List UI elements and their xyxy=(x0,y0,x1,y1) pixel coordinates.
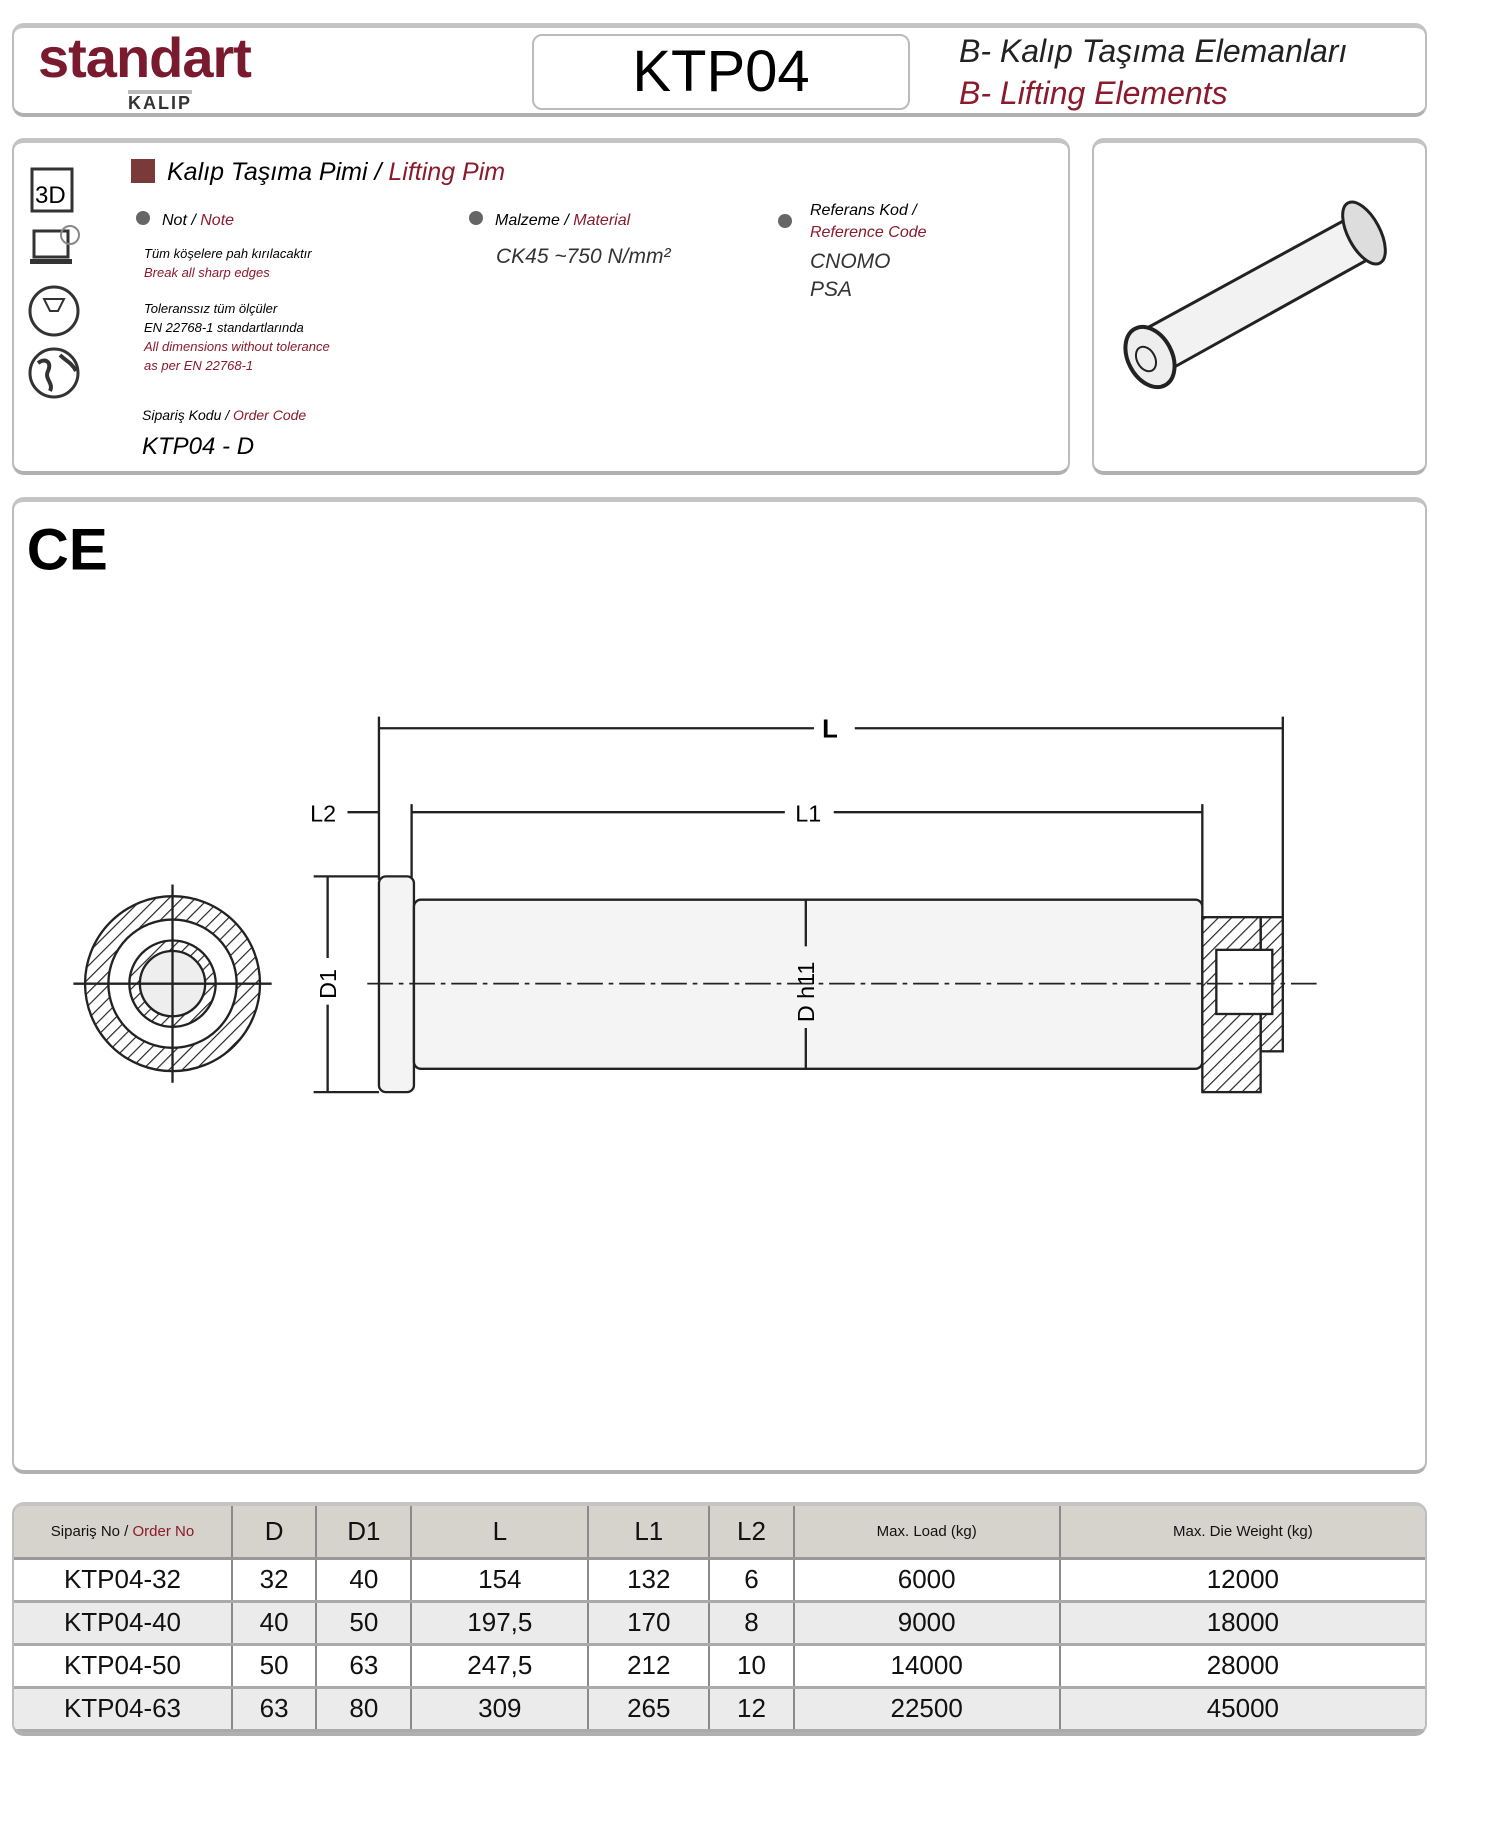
3d-icon xyxy=(32,169,72,211)
bullet-icon xyxy=(778,214,792,228)
bullet-icon xyxy=(469,211,483,225)
svg-text:3D: 3D xyxy=(35,182,66,209)
feature-icons xyxy=(26,163,86,403)
col-d1: D1 xyxy=(316,1506,411,1558)
table-row: KTP04-32 32 40 154 132 6 6000 12000 xyxy=(14,1558,1425,1601)
logo-subtext: KALIP xyxy=(128,90,192,112)
category-tr: B- Kalıp Taşıma Elemanları xyxy=(959,33,1348,69)
dim-L2: L2 xyxy=(310,800,337,827)
bullet-icon xyxy=(136,211,150,225)
col-l2: L2 xyxy=(709,1506,793,1558)
material-value: CK45 ~750 N/mm² xyxy=(496,245,671,268)
laptop-icon xyxy=(30,226,79,264)
technical-drawing xyxy=(14,502,1425,1470)
logo-text: standart xyxy=(38,26,251,89)
ce-mark: CE xyxy=(26,517,108,583)
dimensions-table xyxy=(12,1502,1427,1736)
notes: Tüm köşelere pah kırılacaktır Break all sharp edges Toleranssız tüm ölçüler EN 22768-1 standartlarında All dimensions without tolerance as per EN 22768-1 xyxy=(144,246,330,373)
category-en: B- Lifting Elements xyxy=(959,75,1228,111)
cnc-machine-icon xyxy=(30,287,78,335)
col-max-die-weight: Max. Die Weight (kg) xyxy=(1060,1506,1425,1558)
product-code: KTP04 xyxy=(632,39,810,104)
globe-icon xyxy=(30,349,78,397)
logo xyxy=(38,26,348,114)
note-label: Not / Note xyxy=(136,211,234,230)
table-row: KTP04-40 40 50 197,5 170 8 9000 18000 xyxy=(14,1601,1425,1644)
order-code: KTP04 - D xyxy=(142,433,255,460)
section-title: Kalıp Taşıma Pimi / Lifting Pim xyxy=(131,158,505,187)
order-code-label: Sipariş Kodu / Order Code xyxy=(142,407,307,423)
header-box xyxy=(12,23,1427,117)
dim-D: D h11 xyxy=(792,961,819,1023)
lifting-pin-3d-image xyxy=(1094,143,1425,471)
dim-L1: L1 xyxy=(795,800,822,827)
table-header-row xyxy=(14,1506,1425,1558)
dim-L: L xyxy=(822,715,838,744)
table-row: KTP04-50 50 63 247,5 212 10 14000 28000 xyxy=(14,1644,1425,1687)
col-d: D xyxy=(232,1506,316,1558)
product-code-box xyxy=(532,34,910,110)
dim-D1: D1 xyxy=(314,969,341,999)
reference-label: Referans Kod / Reference Code xyxy=(784,200,927,244)
col-max-load: Max. Load (kg) xyxy=(794,1506,1060,1558)
col-order-no: Sipariş No / Order No xyxy=(14,1506,232,1558)
table-row: KTP04-63 63 80 309 265 12 22500 45000 xyxy=(14,1687,1425,1730)
material-label: Malzeme / Material xyxy=(469,211,630,230)
technical-drawing-box xyxy=(12,497,1427,1474)
reference-codes: CNOMO PSA xyxy=(810,250,891,301)
title-square-icon xyxy=(131,159,155,183)
product-image-box xyxy=(1092,138,1427,475)
col-l1: L1 xyxy=(588,1506,709,1558)
info-box xyxy=(12,138,1070,475)
col-l: L xyxy=(411,1506,588,1558)
